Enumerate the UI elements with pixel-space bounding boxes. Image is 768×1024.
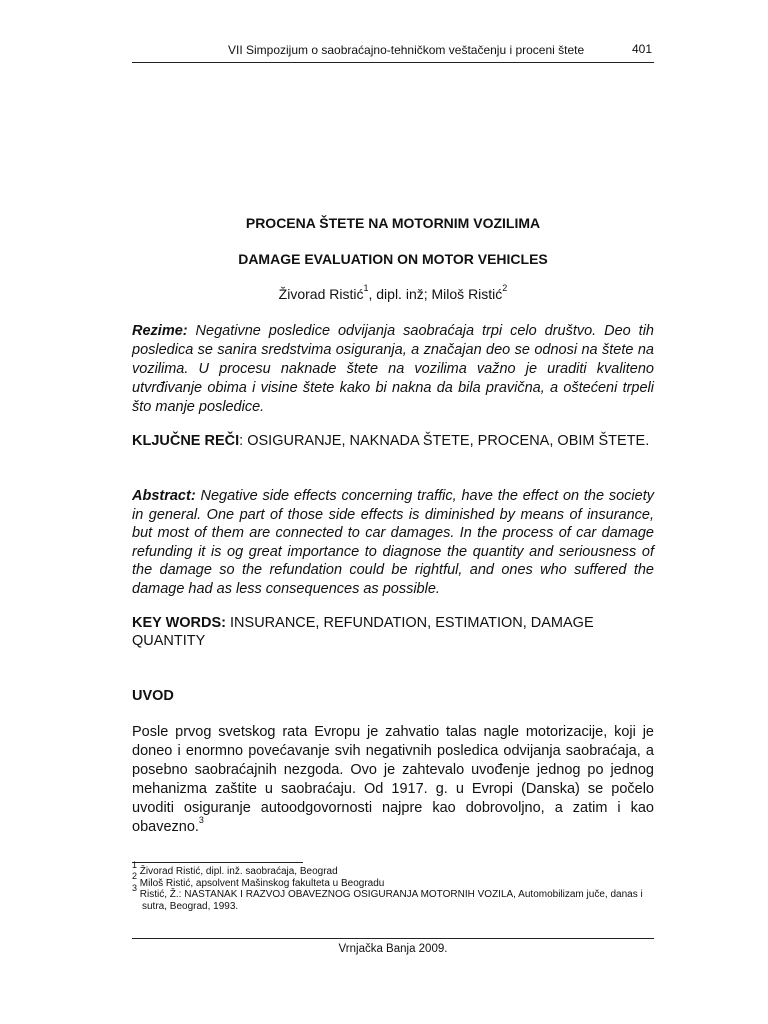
kljucne-reci-paragraph: [132, 432, 654, 451]
footnote-1-text: Živorad Ristić, dipl. inž. saobraćaja, Beograd: [139, 866, 338, 877]
authors-line: [132, 283, 654, 302]
footnote-1-number: 1: [132, 859, 138, 870]
uvod-heading: UVOD: [132, 688, 174, 704]
footnote-3-text: Ristić, Ž.: NASTANAK I RAZVOJ OBAVEZNOG OSIGURANJA MOTORNIH VOZILA, Automobilizam juče, danas i sutra, Beograd, 1993.: [139, 889, 643, 912]
title-serbian: PROCENA ŠTETE NA MOTORNIM VOZILIMA: [245, 215, 541, 231]
uvod-footnote-ref: 3: [198, 815, 204, 826]
key-words-text: INSURANCE, REFUNDATION, ESTIMATION, DAMAGE QUANTITY: [132, 615, 594, 649]
rezime-label: Rezime:: [132, 323, 188, 339]
author-1-footnote-ref: 1: [363, 283, 369, 294]
rezime-paragraph: [132, 322, 654, 417]
kljucne-reci-label: KLJUČNE REČI: [132, 433, 240, 449]
author-2-name: Miloš Ristić: [431, 286, 503, 302]
author-1-suffix: , dipl. inž;: [368, 286, 432, 302]
running-header: [132, 40, 654, 63]
author-2-footnote-ref: 2: [502, 283, 508, 294]
rezime-text: Negativne posledice odvijanja saobraćaja trpi celo društvo. Deo tih posledica se sanira sredstvima osiguranja, a značajan deo se odnosi na štete na vozilima. U procesu naknade štete na vozilima važno je uraditi kvaliteno utvrđivanje obima i visine štete kako bi nakna da bila pravična, a oštećeni trpeli što manje posledice.: [132, 323, 654, 415]
footnote-2-text: Miloš Ristić, apsolvent Mašinskog fakulteta u Beogradu: [139, 877, 385, 889]
abstract-label: Abstract:: [132, 488, 196, 504]
abstract-paragraph: [132, 487, 654, 598]
key-words-paragraph: [132, 614, 654, 650]
uvod-paragraph: [132, 723, 654, 837]
footnote-1: [132, 859, 654, 878]
page-number: 401: [631, 42, 652, 56]
abstract-text: Negative side effects concerning traffic, have the effect on the society in general. One part of those side effects is diminished by means of insurance, but most of them are connected to car damages. In the process of car damage refunding it is og great importance to diagnose the quantity and seriousness of the damage so the refundation could be rightful, and ones who suffered the damage had as less consequences as possible.: [132, 488, 654, 597]
running-title: VII Simpozijum o saobraćajno-tehničkom veštačenju i proceni štete: [228, 43, 585, 57]
footnote-separator: [132, 862, 303, 863]
page-footer: Vrnjačka Banja 2009.: [338, 943, 448, 955]
key-words-label: KEY WORDS:: [132, 615, 226, 631]
footnotes: [132, 859, 654, 912]
footnote-2-number: 2: [132, 871, 138, 882]
title-english: DAMAGE EVALUATION ON MOTOR VEHICLES: [238, 251, 548, 267]
uvod-text: Posle prvog svetskog rata Evropu je zahvatio talas nagle motorizacije, koji je doneo i enormno povećavanje svih negativnih posledica odvijanja saobraćaja, a posebno saobraćajnih nezgoda. Ovo je zahtevalo uvođenje jednog po jednog mehanizma zaštite u saobraćaju. Od 1917. g. u Evropi (Danska) se počelo uvoditi osiguranje autoodgovornosti najpre kao dobrovoljno, a zatim i kao obavezno.: [132, 724, 654, 835]
kljucne-reci-text: : OSIGURANJE, NAKNADA ŠTETE, PROCENA, OBIM ŠTETE.: [239, 433, 650, 449]
author-1-name: Živorad Ristić: [278, 286, 364, 302]
footer-separator: [132, 938, 654, 939]
footnote-3-number: 3: [132, 882, 138, 893]
